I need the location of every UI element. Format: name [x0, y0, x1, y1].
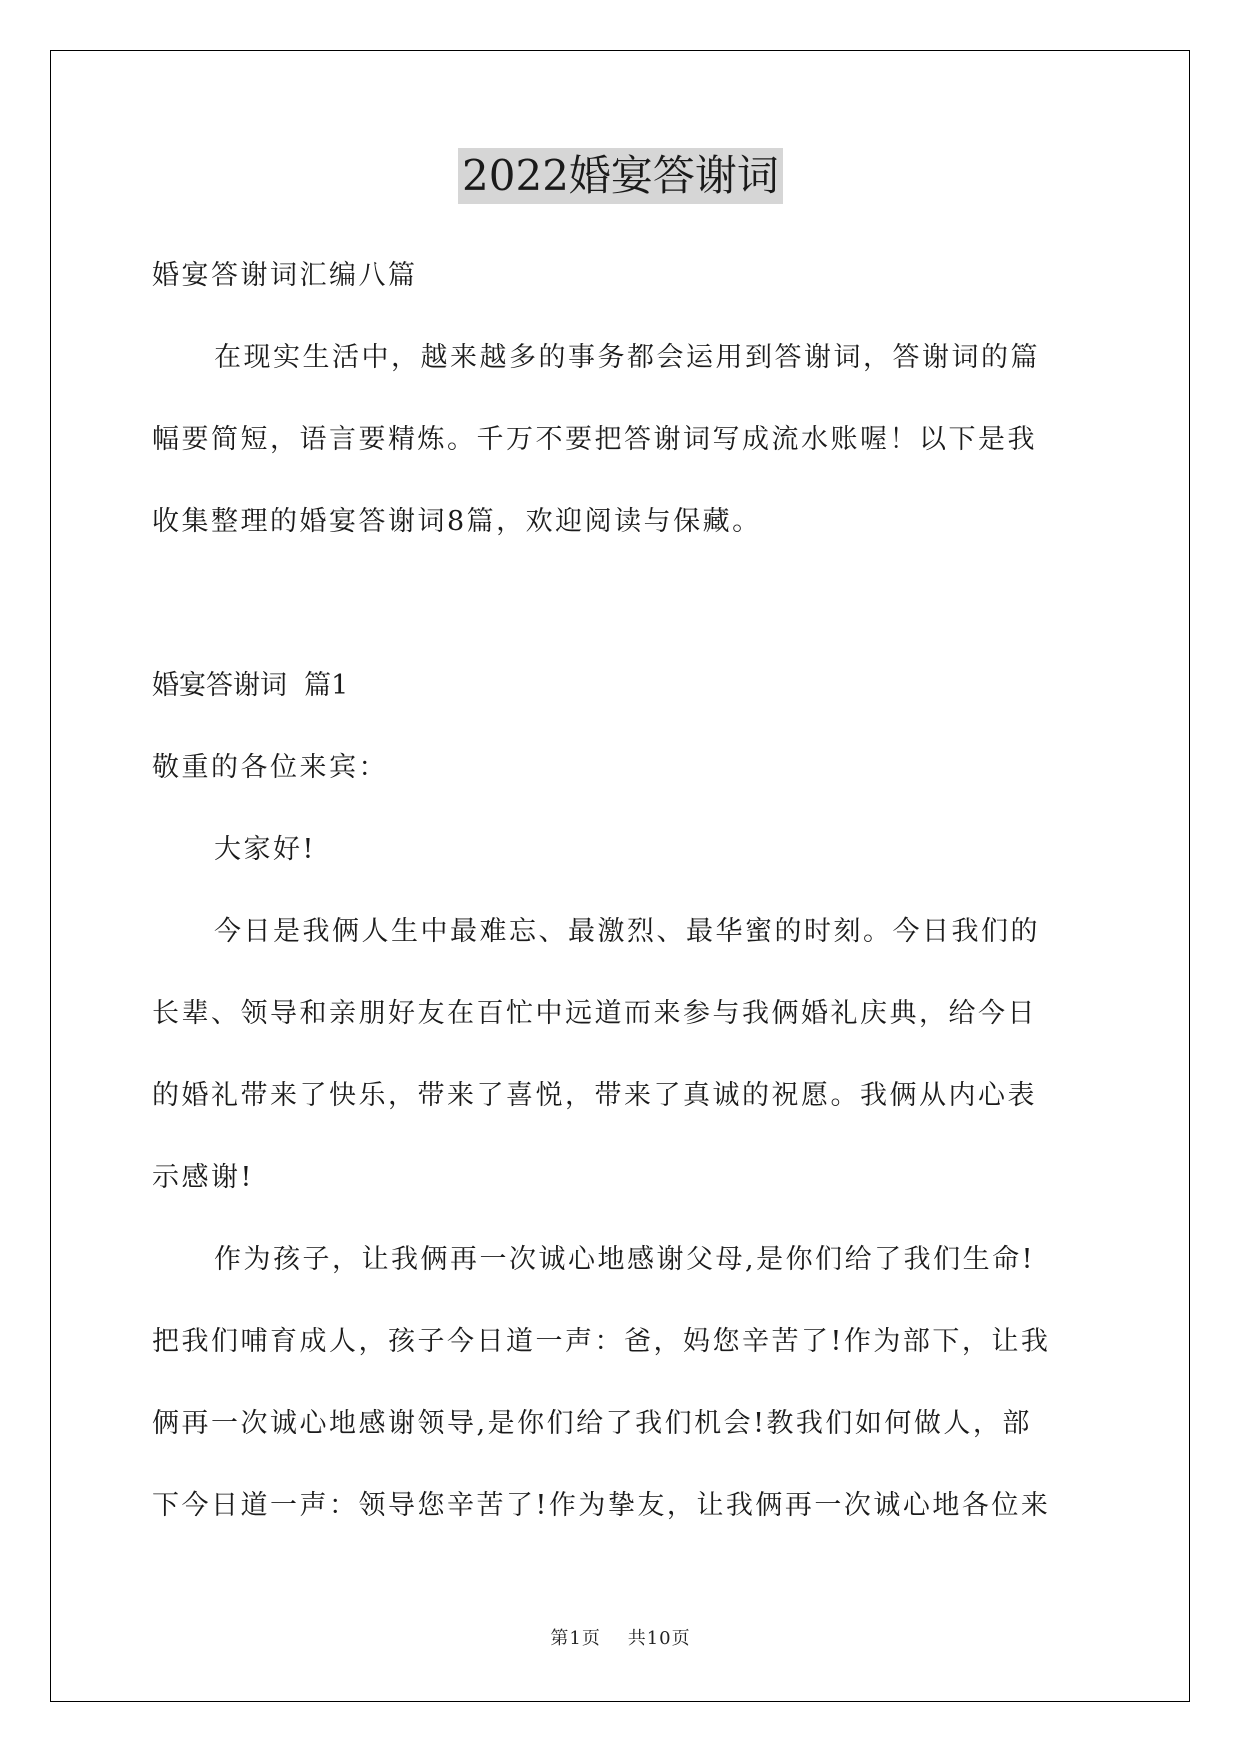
paragraph-line: 示感谢!: [152, 1162, 254, 1193]
page-title: 2022婚宴答谢词: [458, 148, 783, 204]
paragraph-line: 长辈、领导和亲朋好友在百忙中远道而来参与我俩婚礼庆典，给今日: [152, 998, 1037, 1029]
intro-line: 收集整理的婚宴答谢词8篇，欢迎阅读与保藏。: [152, 506, 762, 537]
page-number: 第1页 共10页: [550, 1628, 691, 1649]
greeting: 大家好!: [214, 834, 316, 865]
subtitle: 婚宴答谢词汇编八篇: [152, 260, 418, 291]
title-container: [0, 148, 1241, 204]
paragraph-line: 俩再一次诚心地感谢领导,是你们给了我们机会!教我们如何做人，部: [152, 1408, 1032, 1439]
paragraph-line: 作为孩子，让我俩再一次诚心地感谢父母,是你们给了我们生命!: [214, 1244, 1035, 1275]
paragraph-line: 的婚礼带来了快乐，带来了喜悦，带来了真诚的祝愿。我俩从内心表: [152, 1080, 1037, 1111]
spacer: [152, 563, 1086, 645]
intro-line: 在现实生活中，越来越多的事务都会运用到答谢词，答谢词的篇: [214, 342, 1040, 373]
paragraph-line: 今日是我俩人生中最难忘、最激烈、最华蜜的时刻。今日我们的: [214, 916, 1040, 947]
document-body: [152, 235, 1086, 1547]
salutation: 敬重的各位来宾：: [152, 752, 388, 783]
paragraph-line: 把我们哺育成人，孩子今日道一声：爸，妈您辛苦了!作为部下，让我: [152, 1326, 1051, 1357]
section-heading: 婚宴答谢词 篇1: [152, 670, 349, 701]
intro-line: 幅要简短，语言要精炼。千万不要把答谢词写成流水账喔！以下是我: [152, 424, 1037, 455]
paragraph-line: 下今日道一声：领导您辛苦了!作为挚友，让我俩再一次诚心地各位来: [152, 1490, 1051, 1521]
